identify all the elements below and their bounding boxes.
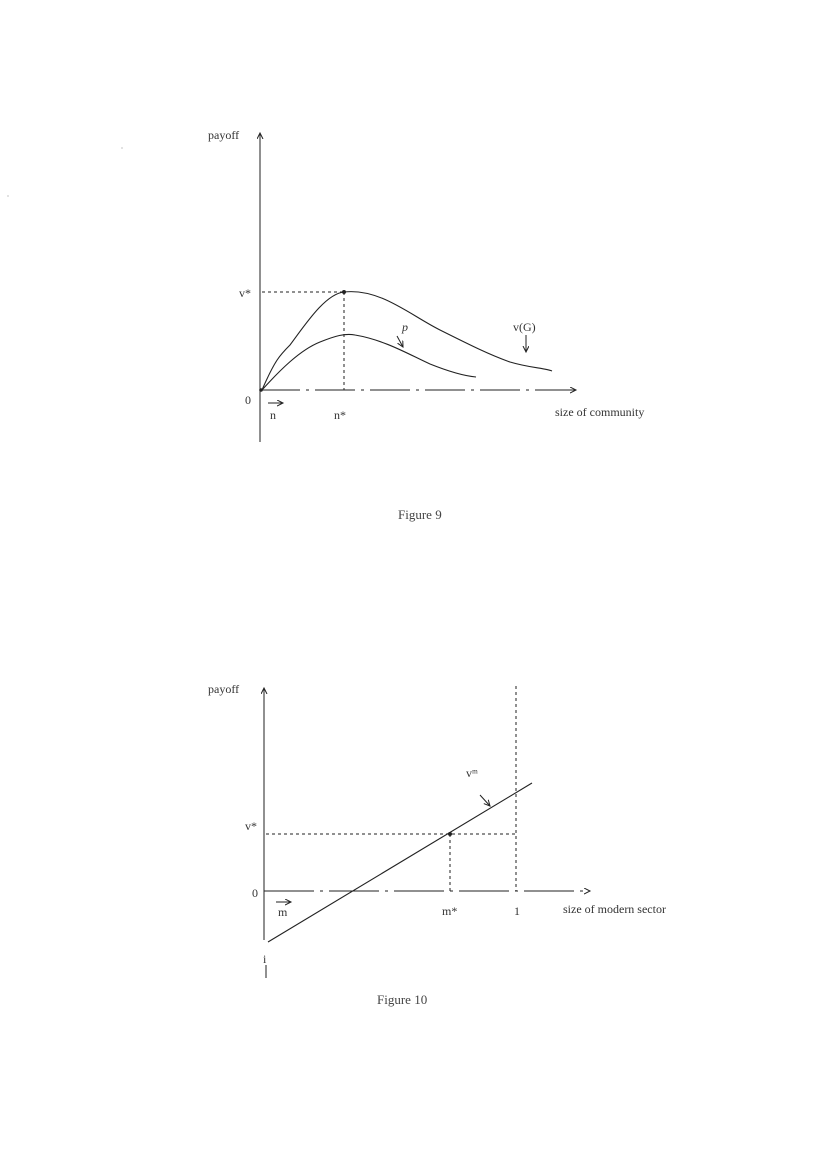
figure-9 [208,128,644,522]
fig9-caption: Figure 9 [398,507,442,522]
fig9-y-star-label: v* [239,286,251,300]
fig10-intersection-point [448,832,452,836]
fig9-curve-p-label: p [402,320,408,334]
fig10-line-vm [268,783,532,942]
fig9-curve-vG-label: v(G) [513,320,536,334]
fig10-m-star-label: m* [442,904,458,918]
fig9-curve-vG [262,292,552,390]
fig9-origin-label: 0 [245,393,251,407]
fig10-caption: Figure 10 [377,992,428,1007]
fig10-line-vm-label: vᵐ [466,766,478,780]
fig9-n-label: n [270,408,276,422]
scan-speck [7,195,8,196]
fig10-bottom-mark-label: i [263,952,267,966]
fig9-y-axis-label: payoff [208,128,240,142]
fig9-origin-point [259,388,263,392]
fig9-p-pointer [397,336,403,347]
fig10-one-label: 1 [514,904,520,918]
fig10-origin-label: 0 [252,886,258,900]
fig9-peak-point [342,290,346,294]
fig10-vm-pointer [480,795,490,806]
scan-speck [121,147,122,148]
fig9-curve-p [262,334,476,390]
fig10-y-star-label: v* [245,819,257,833]
fig9-x-axis-label: size of community [555,405,645,419]
fig10-y-axis-label: payoff [208,682,240,696]
fig9-n-star-label: n* [334,408,346,422]
fig10-x-axis-label: size of modern sector [563,902,666,916]
figure-10 [208,682,666,1007]
fig10-m-label: m [278,905,288,919]
